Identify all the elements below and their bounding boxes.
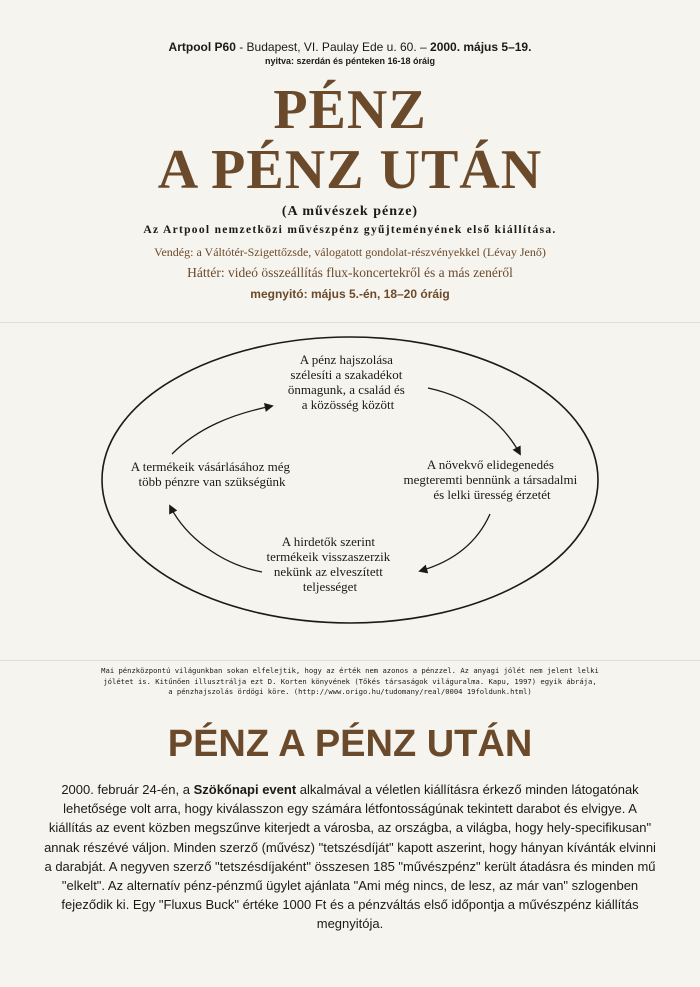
node-top: A pénz hajszolása szélesíti a szakadékot önmagunk, a család és a közösség között [287, 352, 405, 412]
node-left: A termékeik vásárlásához még több pénzre van szükségünk [130, 459, 290, 489]
arrow-top-to-right [428, 388, 520, 454]
fold-line [0, 322, 700, 323]
poster-title-line1: PÉNZ [273, 79, 427, 141]
venue-line [0, 40, 700, 54]
poster-title-line2: A PÉNZ UTÁN [157, 139, 543, 201]
node-right: A növekvő elidegenedés megteremti bennünk a társadalmi és lelki üresség érzetét [403, 457, 578, 502]
node-bottom: A hirdetők szerint termékeik visszaszerzik nekünk az elveszített teljességet [266, 534, 391, 594]
opening-hours: nyitva: szerdán és pénteken 16-18 óráig [264, 56, 436, 66]
venue-name: Artpool P60 [168, 40, 236, 54]
diagram-caption: Mai pénzközpontú világunkban sokan elfelejtik, hogy az érték nem azonos a pénzzel. Az anyagi jólét nem jelent lelki jólétet is. Kitűnően illusztrálja ezt D. Korten könyvének (Tőkés társaságok világuralma. Kapu, 1997) egyik ábrája, a pénzhajszolás ördögi köre. (http://www.origo.hu/tudomany/real/0004 19foldunk.html) [101, 666, 599, 696]
arrow-right-to-bottom [420, 514, 490, 571]
arrow-bottom-to-left [170, 506, 262, 572]
section-title: PÉNZ A PÉNZ UTÁN [167, 723, 533, 765]
guest-line: Vendég: a Váltótér-Szigettőzsde, válogatott gondolat-részvényekkel (Lévay Jenő) [154, 245, 546, 259]
exhibition-description: Az Artpool nemzetközi művészpénz gyűjteményének első kiállítása. [143, 224, 557, 236]
poster-subtitle: (A művészek pénze) [281, 204, 419, 219]
vicious-circle-diagram [0, 336, 700, 636]
opening-line: megnyitó: május 5.-én, 18–20 óráig [250, 287, 450, 301]
fold-line [0, 660, 700, 661]
background-line: Háttér: videó összeállítás flux-koncertekről és a más zenéről [187, 265, 513, 280]
venue-address: - Budapest, VI. Paulay Ede u. 60. – [235, 40, 431, 54]
event-name: Szökőnapi event [193, 782, 297, 797]
section-body: 2000. február 24-én, a Szökőnapi event alkalmával a véletlen kiállításra érkező minden látogatónak lehetősége volt arra, hogy kiválasszon egy számára létfontosságúnak tekintett darabot és elvigye. A kiállítás az event közben megszűnve kiterjedt a városba, az országba, a világba, hogy hely-specifikusan" annak részévé váljon. Minden szerző (művész) "tetszésdíját" kapott aszerint, hogy hányan kívánták elvinni a darabját. A negyven szerző "tetszésdíjaként" összesen 185 "művészpénz" került átadásra és minden mű "elkelt". Az alternatív pénz-pénzmű ügylet ajánlata "Ami még nincs, de lesz, az már van" szlogenben fejeződik ki. Egy "Fluxus Buck" értéke 1000 Ft és a pénzváltás első időpontja a művészpénz kiállítás megnyitója. [44, 782, 656, 932]
arrow-left-to-top [172, 406, 272, 454]
exhibition-dates: 2000. május 5–19. [430, 40, 532, 54]
